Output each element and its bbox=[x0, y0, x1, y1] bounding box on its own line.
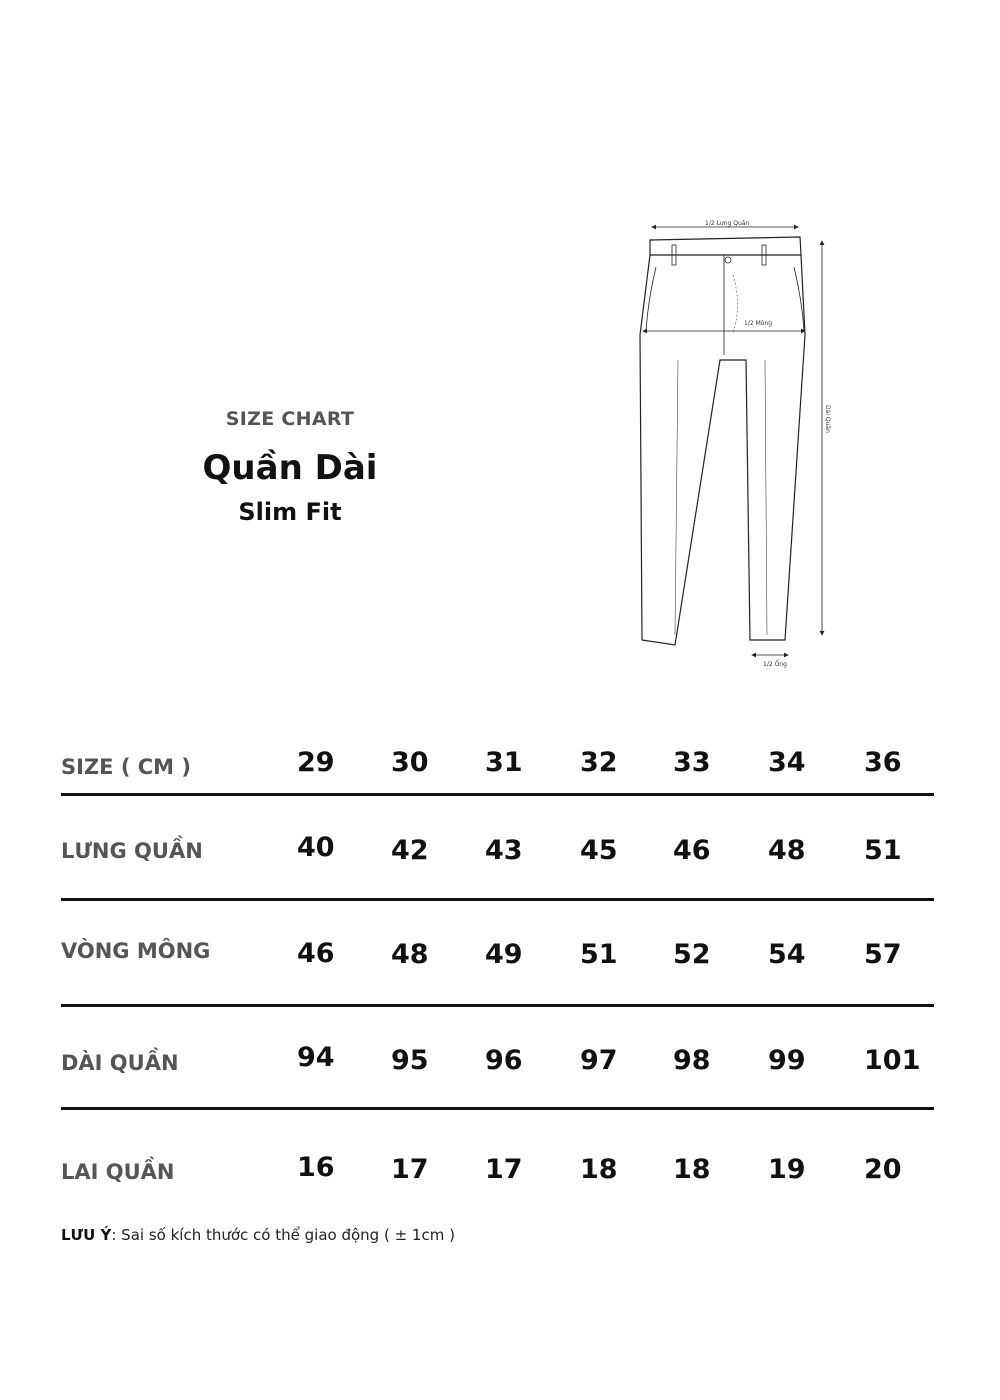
value-cell: 48 bbox=[391, 939, 429, 970]
value-cell: 51 bbox=[864, 835, 902, 866]
product-title: Quần Dài bbox=[202, 448, 378, 488]
value-cell: 99 bbox=[768, 1045, 806, 1076]
value-cell: 51 bbox=[580, 939, 618, 970]
row-label: DÀI QUẦN bbox=[61, 1051, 179, 1075]
note-text: : Sai số kích thước có thể giao động ( ± 1cm ) bbox=[111, 1226, 455, 1244]
value-cell: 98 bbox=[673, 1045, 711, 1076]
value-cell: 97 bbox=[580, 1045, 618, 1076]
value-cell: 40 bbox=[297, 832, 335, 863]
size-chart-eyebrow: SIZE CHART bbox=[225, 408, 355, 430]
size-header-row bbox=[61, 735, 934, 796]
value-cell: 18 bbox=[673, 1154, 711, 1185]
value-cell: 46 bbox=[297, 938, 335, 969]
pants-measurement-illustration bbox=[630, 215, 840, 675]
pants-diagram bbox=[630, 215, 840, 675]
value-cell: 43 bbox=[485, 835, 523, 866]
value-cell: 17 bbox=[391, 1154, 429, 1185]
value-cell: 95 bbox=[391, 1045, 429, 1076]
size-header-label: SIZE ( CM ) bbox=[61, 755, 191, 779]
table-row bbox=[61, 901, 934, 1007]
hem-measure-label: 1/2 Ống bbox=[763, 661, 787, 668]
value-cell: 101 bbox=[864, 1045, 921, 1076]
value-cell: 45 bbox=[580, 835, 618, 866]
length-measure-label: Dài Quần bbox=[824, 405, 831, 433]
row-label: LƯNG QUẦN bbox=[61, 839, 203, 863]
size-cell: 33 bbox=[673, 747, 711, 778]
value-cell: 57 bbox=[864, 939, 902, 970]
table-row bbox=[61, 796, 934, 901]
size-cell: 34 bbox=[768, 747, 806, 778]
value-cell: 94 bbox=[297, 1042, 335, 1073]
row-label: VÒNG MÔNG bbox=[61, 939, 211, 963]
fit-subtitle: Slim Fit bbox=[238, 498, 342, 526]
hip-measure-label: 1/2 Mông bbox=[744, 320, 773, 327]
value-cell: 20 bbox=[864, 1154, 902, 1185]
waist-measure-label: 1/2 Lưng Quần bbox=[705, 220, 750, 227]
value-cell: 42 bbox=[391, 835, 429, 866]
value-cell: 96 bbox=[485, 1045, 523, 1076]
value-cell: 18 bbox=[580, 1154, 618, 1185]
tolerance-note bbox=[61, 1226, 455, 1244]
size-cell: 30 bbox=[391, 747, 429, 778]
table-row bbox=[61, 1007, 934, 1110]
size-table bbox=[61, 735, 934, 1200]
value-cell: 48 bbox=[768, 835, 806, 866]
size-cell: 32 bbox=[580, 747, 618, 778]
note-label: LƯU Ý bbox=[61, 1226, 112, 1244]
size-cell: 31 bbox=[485, 747, 523, 778]
value-cell: 16 bbox=[297, 1152, 335, 1183]
value-cell: 54 bbox=[768, 939, 806, 970]
title-block bbox=[190, 408, 390, 526]
value-cell: 19 bbox=[768, 1154, 806, 1185]
value-cell: 52 bbox=[673, 939, 711, 970]
table-row bbox=[61, 1110, 934, 1200]
size-cell: 29 bbox=[297, 747, 335, 778]
size-cell: 36 bbox=[864, 747, 902, 778]
value-cell: 46 bbox=[673, 835, 711, 866]
value-cell: 49 bbox=[485, 939, 523, 970]
value-cell: 17 bbox=[485, 1154, 523, 1185]
row-label: LAI QUẦN bbox=[61, 1160, 175, 1184]
